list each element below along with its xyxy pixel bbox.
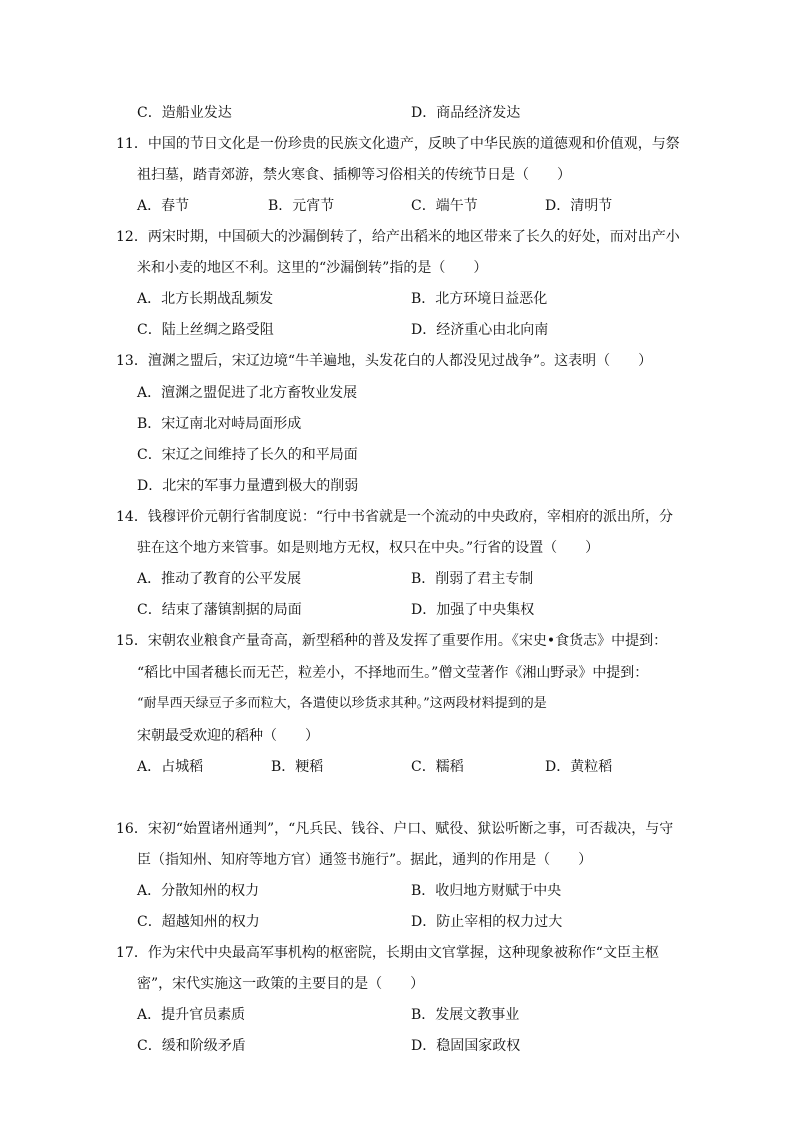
question-11-stem-line-1 — [0, 132, 794, 156]
question-15-options-row — [0, 755, 794, 779]
q12-stem-text-2: 米和小麦的地区不利。这里的“沙漏倒转”指的是（ ） — [137, 260, 488, 276]
q12-option-c: C．陆上丝绸之路受阻 — [137, 322, 274, 338]
q13-option-b: B．宋辽南北对峙局面形成 — [137, 416, 302, 432]
question-14-stem-line-2 — [0, 536, 794, 560]
q13-stem-text-1: 13．澶渊之盟后，宋辽边境“牛羊遍地，头发花白的人都没见过战争”。这表明（ ） — [116, 353, 653, 369]
q13-option-d: D．北宋的军事力量遭到极大的削弱 — [137, 478, 359, 494]
q16-option-d: D．防止宰相的权力过大 — [411, 914, 563, 930]
q14-option-d: D．加强了中央集权 — [411, 602, 535, 618]
question-12-options-row-1 — [0, 287, 794, 311]
q15-stem-text-2: “稻比中国者穗长而无芒，粒差小，不择地而生。”僧文莹著作《湘山野录》中提到： — [137, 665, 649, 681]
question-15-stem-line-3 — [0, 692, 794, 716]
q15-option-c: C．糯稻 — [411, 759, 464, 775]
q15-stem-text-4: 宋朝最受欢迎的稻种（ ） — [137, 728, 319, 744]
q11-option-c: C．端午节 — [411, 198, 478, 214]
question-11-options-row — [0, 194, 794, 218]
q17-option-a: A．提升官员素质 — [137, 1007, 246, 1023]
question-15-stem-line-1 — [0, 629, 794, 653]
q11-stem-text-1: 11．中国的节日文化是一份珍贵的民族文化遗产，反映了中华民族的道德观和价值观，与祭 — [116, 136, 680, 152]
q10-option-c: C．造船业发达 — [137, 105, 232, 121]
q14-stem-text-1: 14．钱穆评价元朝行省制度说：“行中书省就是一个流动的中央政府，宰相府的派出所，分 — [116, 509, 673, 525]
q11-option-a: A．春节 — [137, 198, 190, 214]
question-14-options-row-1 — [0, 567, 794, 591]
q12-option-b: B．北方环境日益恶化 — [411, 291, 548, 307]
question-15-stem-line-2 — [0, 661, 794, 685]
q14-stem-text-2: 驻在这个地方来管事。如是则地方无权，权只在中央。”行省的设置（ ） — [137, 540, 600, 556]
question-10-options-row — [0, 101, 794, 125]
question-13-option-c-row — [0, 443, 794, 467]
q12-option-a: A．北方长期战乱频发 — [137, 291, 274, 307]
q12-option-d: D．经济重心由北向南 — [411, 322, 549, 338]
q15-option-d: D．黄粒稻 — [545, 759, 613, 775]
q15-stem-text-3: “耐旱西天绿豆子多而粒大，各遣使以珍货求其种。”这两段材料提到的是 — [137, 696, 547, 711]
q10-option-d: D．商品经济发达 — [411, 105, 521, 121]
q11-option-b: B．元宵节 — [268, 198, 335, 214]
q13-option-a: A．澶渊之盟促进了北方畜牧业发展 — [137, 385, 358, 401]
question-17-stem-line-2 — [0, 972, 794, 996]
question-17-options-row-1 — [0, 1003, 794, 1027]
q16-option-c: C．超越知州的权力 — [137, 914, 260, 930]
q17-option-d: D．稳固国家政权 — [411, 1038, 521, 1054]
q15-option-a: A．占城稻 — [137, 759, 204, 775]
question-16-stem-line-2 — [0, 848, 794, 872]
q14-option-a: A．推动了教育的公平发展 — [137, 571, 302, 587]
q17-option-c: C．缓和阶级矛盾 — [137, 1038, 246, 1054]
q13-option-c: C．宋辽之间维持了长久的和平局面 — [137, 447, 358, 463]
question-16-stem-line-2-anchor — [0, 817, 794, 841]
question-16-options-row-1 — [0, 879, 794, 903]
question-13-option-b-row — [0, 412, 794, 436]
q14-option-b: B．削弱了君主专制 — [411, 571, 534, 587]
question-12-options-row-2 — [0, 318, 794, 342]
q11-option-d: D．清明节 — [545, 198, 613, 214]
question-12-stem-line-2 — [0, 256, 794, 280]
q17-stem-text-1: 17．作为宋代中央最高军事机构的枢密院，长期由文官掌握，这种现象被称作“文臣主枢 — [116, 945, 659, 961]
q15-option-b: B．粳稻 — [271, 759, 324, 775]
question-14-options-row-2 — [0, 598, 794, 622]
question-17-stem-line-1 — [0, 941, 794, 965]
q16-option-a: A．分散知州的权力 — [137, 883, 260, 899]
question-13-option-d-row — [0, 474, 794, 498]
question-12-stem-line-1 — [0, 225, 794, 249]
q11-stem-text-2: 祖扫墓，踏青郊游，禁火寒食、插柳等习俗相关的传统节日是（ ） — [137, 167, 571, 183]
q16-stem-text-2: 臣（指知州、知府等地方官）通签书施行”。据此，通判的作用是（ ） — [137, 852, 593, 868]
q14-option-c: C．结束了藩镇割据的局面 — [137, 602, 302, 618]
question-17-options-row-2 — [0, 1034, 794, 1058]
question-13-stem-line-1 — [0, 349, 794, 373]
question-13-option-a-row — [0, 381, 794, 405]
question-15-stem-line-4 — [0, 724, 794, 748]
q15-stem-text-1: 15．宋朝农业粮食产量奇高，新型稻种的普及发挥了重要作用。《宋史•食货志》中提到： — [116, 633, 668, 649]
q17-stem-text-2: 密”，宋代实施这一政策的主要目的是（ ） — [137, 976, 425, 992]
question-16-options-row-2 — [0, 910, 794, 934]
question-11-stem-line-2 — [0, 163, 794, 187]
question-14-stem-line-1 — [0, 505, 794, 529]
q17-option-b: B．发展文教事业 — [411, 1007, 520, 1023]
q12-stem-text-1: 12．两宋时期，中国硕大的沙漏倒转了，给产出稻米的地区带来了长久的好处，而对出产小 — [116, 229, 680, 245]
q16-option-b: B．收归地方财赋于中央 — [411, 883, 562, 899]
q16-stem-text-1: 16．宋初“始置诸州通判”，“凡兵民、钱谷、户口、赋役、狱讼听断之事，可否裁决，与守 — [116, 821, 674, 837]
